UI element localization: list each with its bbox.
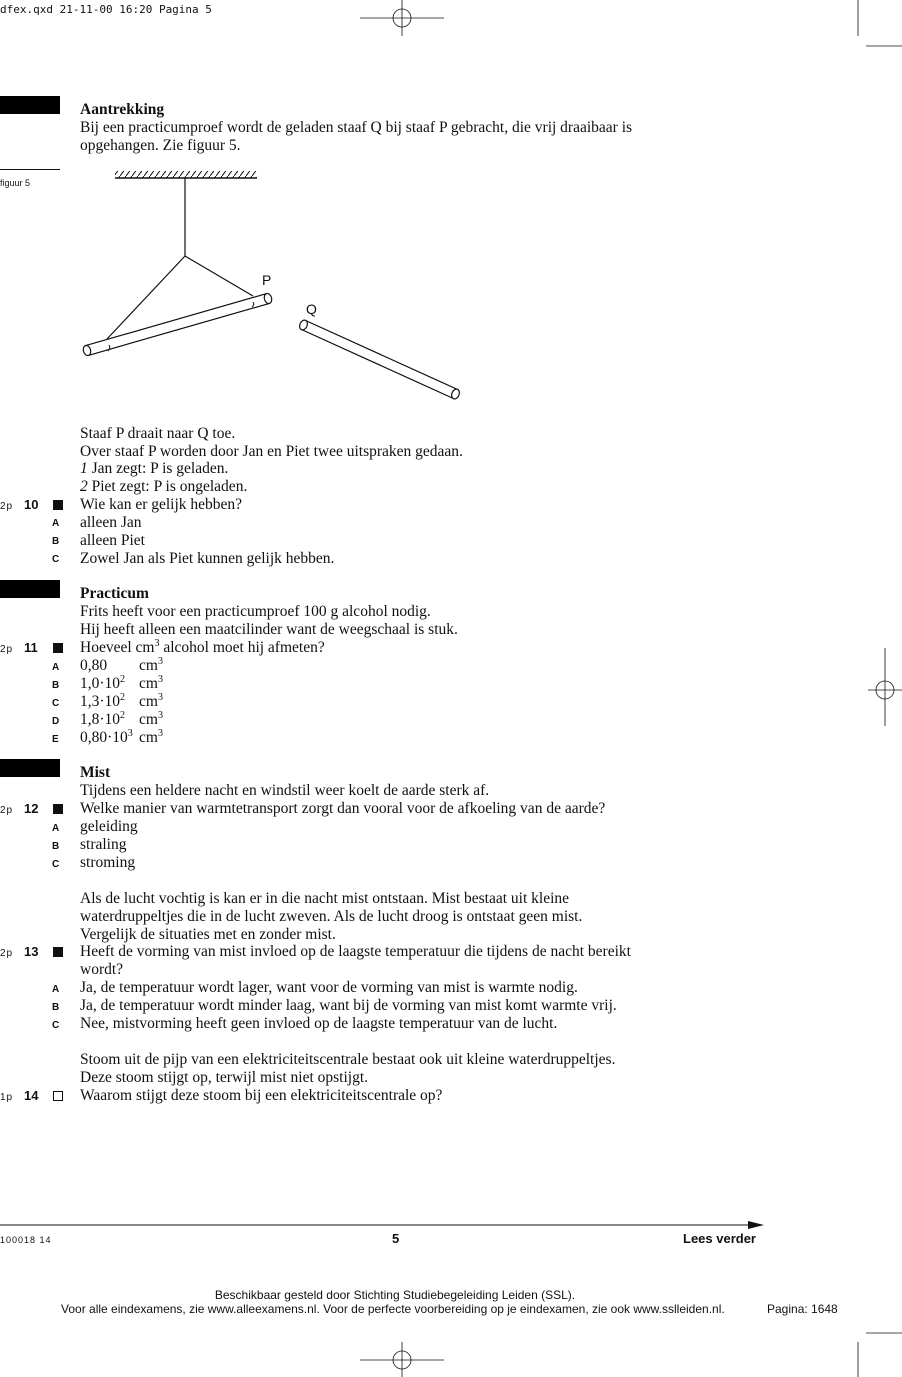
crop-mark-bottom-right [855, 1325, 902, 1377]
option-value [80, 729, 133, 747]
option-exponent: 2 [120, 692, 126, 703]
unit-exponent: 3 [157, 674, 163, 685]
figure-label-rule [0, 169, 60, 170]
option-base: 0,80·10 [80, 729, 128, 746]
section-marker-bar [0, 759, 60, 777]
unit-exponent: 3 [157, 728, 163, 739]
intro-line: Hij heeft alleen een maatcilinder want de weegschaal is stuk. [80, 621, 458, 638]
paragraph-line: Deze stoom stijgt op, terwijl mist niet opstijgt. [80, 1069, 369, 1086]
unit: cm [139, 693, 158, 710]
question-text-part: Hoeveel cm [80, 639, 155, 656]
page-label: Pagina: 1648 [767, 1302, 838, 1316]
option-base: 0,80 [80, 657, 108, 674]
option-letter: B [52, 680, 60, 691]
option-value [80, 711, 125, 729]
option-unit [139, 711, 163, 729]
option-unit [139, 693, 163, 711]
unit: cm [139, 675, 158, 692]
section-marker-bar [0, 580, 60, 598]
unit-exponent: 3 [157, 656, 163, 667]
option-letter: D [52, 716, 60, 727]
answer-box-open-icon [53, 1091, 63, 1101]
option-letter: A [52, 518, 60, 529]
question-points: 2p [0, 948, 14, 959]
option-text: Nee, mistvorming heeft geen invloed op de laagste temperatuur van de lucht. [80, 1015, 558, 1032]
paragraph-line: Stoom uit de pijp van een elektriciteitscentrale bestaat ook uit kleine waterdruppeltjes. [80, 1051, 616, 1068]
label-p: P [262, 272, 272, 288]
question-number: 14 [24, 1088, 39, 1103]
answer-box-filled-icon [53, 947, 63, 957]
option-text: alleen Piet [80, 532, 145, 549]
ceiling-hatch [115, 171, 257, 178]
section-title-mist: Mist [80, 764, 111, 781]
option-text: stroming [80, 854, 136, 871]
question-number: 13 [24, 944, 39, 959]
option-unit [139, 675, 163, 693]
paragraph-line: waterdruppeltjes die in de lucht zweven. Als de lucht droog is ontstaat geen mist. [80, 908, 583, 925]
section-title-practicum: Practicum [80, 585, 149, 602]
superscript: 3 [154, 638, 160, 649]
question-points: 2p [0, 644, 14, 655]
option-text: alleen Jan [80, 514, 142, 531]
statement-number: 1 [80, 460, 88, 477]
option-exponent: 2 [120, 674, 126, 685]
registration-mark-top [360, 0, 444, 40]
statement-1 [80, 460, 228, 478]
option-text: Ja, de temperatuur wordt lager, want voor de vorming van mist is warmte nodig. [80, 979, 578, 996]
option-unit [139, 729, 163, 747]
credit-line: Voor alle eindexamens, zie www.alleexamens.nl. Voor de perfecte voorbereiding op je eindexamen, zie ook www.sslleiden.nl. [61, 1302, 725, 1316]
option-base: 1,8·10 [80, 711, 121, 728]
option-text: geleiding [80, 818, 138, 835]
suspension-thread-right [185, 256, 253, 296]
page-number: 5 [392, 1231, 400, 1246]
option-letter: B [52, 536, 60, 547]
text-line: Staaf P draait naar Q toe. [80, 425, 236, 442]
rod-q [298, 319, 461, 400]
unit: cm [139, 729, 158, 746]
option-letter: A [52, 984, 60, 995]
unit-exponent: 3 [157, 710, 163, 721]
intro-line: opgehangen. Zie figuur 5. [80, 137, 241, 154]
option-base: 1,3·10 [80, 693, 121, 710]
answer-box-filled-icon [53, 643, 63, 653]
option-exponent: 2 [120, 710, 126, 721]
question-13-text: Heeft de vorming van mist invloed op de laagste temperatuur die tijdens de nacht bereikt [80, 943, 631, 960]
question-number: 12 [24, 801, 39, 816]
rod-p [82, 293, 273, 357]
intro-line: Frits heeft voor een practicumproef 100 g alcohol nodig. [80, 603, 431, 620]
question-11-text [80, 639, 325, 657]
registration-mark-right [864, 648, 902, 728]
question-12-text: Welke manier van warmtetransport zorgt dan vooral voor de afkoeling van de aarde? [80, 800, 606, 817]
intro-line: Bij een practicumproef wordt de geladen staaf Q bij staaf P gebracht, die vrij draaibaar is [80, 119, 633, 136]
figure-5-rods [70, 165, 480, 410]
question-number: 11 [24, 640, 38, 655]
option-letter: C [52, 554, 60, 565]
statement-number: 2 [80, 478, 88, 495]
section-title-aantrekking: Aantrekking [80, 101, 165, 118]
question-text-part: alcohol moet hij afmeten? [159, 639, 325, 656]
option-value [80, 675, 125, 693]
unit-exponent: 3 [157, 692, 163, 703]
registration-mark-bottom [360, 1340, 444, 1377]
option-letter: C [52, 698, 60, 709]
label-q: Q [306, 301, 317, 317]
answer-box-filled-icon [53, 804, 63, 814]
question-points: 1p [0, 1092, 14, 1103]
option-text: Ja, de temperatuur wordt minder laag, want bij de vorming van mist komt warmte vrij. [80, 997, 617, 1014]
option-text: Zowel Jan als Piet kunnen gelijk hebben. [80, 550, 335, 567]
question-number: 10 [24, 497, 39, 512]
statement-2 [80, 478, 247, 496]
footer-arrow-rule [0, 1219, 766, 1231]
question-points: 2p [0, 501, 14, 512]
option-letter: C [52, 859, 60, 870]
option-letter: B [52, 841, 60, 852]
file-slug: dfex.qxd 21-11-00 16:20 Pagina 5 [0, 3, 212, 16]
paragraph-line: Vergelijk de situaties met en zonder mist. [80, 926, 336, 943]
option-unit [139, 657, 163, 675]
intro-line: Tijdens een heldere nacht en windstil weer koelt de aarde sterk af. [80, 782, 490, 799]
paragraph-line: Als de lucht vochtig is kan er in die nacht mist ontstaan. Mist bestaat uit kleine [80, 890, 570, 907]
question-14-text: Waarom stijgt deze stoom bij een elektriciteitscentrale op? [80, 1087, 443, 1104]
statement-text: Jan zegt: P is geladen. [87, 460, 229, 477]
question-13-text: wordt? [80, 961, 124, 978]
text-line: Over staaf P worden door Jan en Piet twee uitspraken gedaan. [80, 443, 463, 460]
option-letter: A [52, 823, 60, 834]
option-letter: A [52, 662, 60, 673]
option-value [80, 693, 125, 711]
suspension-thread-left [107, 256, 185, 339]
option-value [80, 657, 107, 675]
unit: cm [139, 657, 158, 674]
option-text: straling [80, 836, 127, 853]
credit-line: Beschikbaar gesteld door Stichting Studiebegeleiding Leiden (SSL). [214, 1288, 576, 1302]
exam-code: 100018 14 [0, 1235, 52, 1245]
question-points: 2p [0, 805, 14, 816]
answer-box-filled-icon [53, 500, 63, 510]
statement-text: Piet zegt: P is ongeladen. [87, 478, 248, 495]
figure-label: figuur 5 [0, 178, 31, 188]
section-marker-bar [0, 96, 60, 114]
option-letter: B [52, 1002, 60, 1013]
crop-mark-top-right [855, 0, 902, 50]
option-base: 1,0·10 [80, 675, 121, 692]
option-exponent: 3 [127, 728, 133, 739]
unit: cm [139, 711, 158, 728]
option-letter: E [52, 734, 59, 745]
option-letter: C [52, 1020, 60, 1031]
continue-label: Lees verder [683, 1231, 756, 1246]
question-10-text: Wie kan er gelijk hebben? [80, 496, 243, 513]
